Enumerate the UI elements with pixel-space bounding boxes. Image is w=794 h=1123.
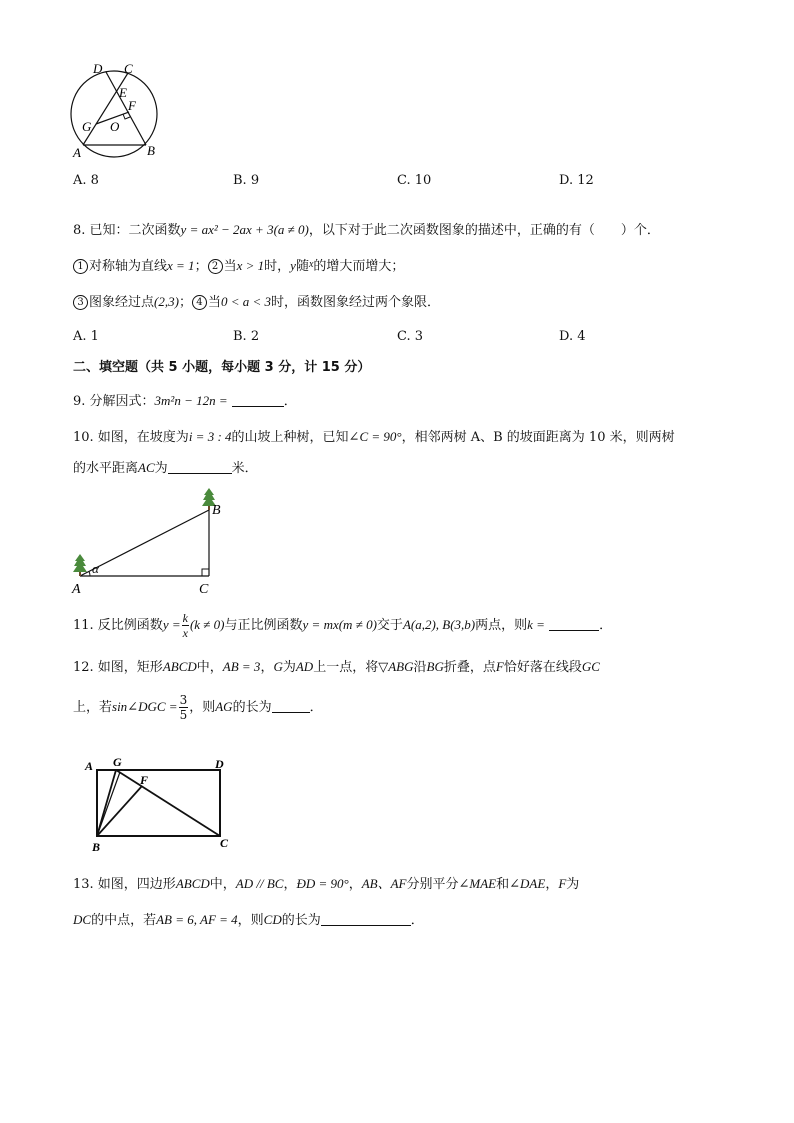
q13-dc: DC — [73, 912, 92, 927]
q13-quad: ABCD — [175, 876, 210, 891]
label-a: A — [85, 759, 94, 773]
q13-ab-af: AB、AF — [361, 876, 407, 891]
q8-s2-eq: x > 1 — [236, 258, 265, 273]
q8-option-c: C. 3 — [397, 329, 424, 344]
frac-num: 3 — [179, 693, 188, 707]
q12-l1-f: 折叠，点 — [443, 660, 496, 675]
q8-s2-mid2: 随 — [295, 259, 309, 274]
q11-cond1: (k ≠ 0) — [189, 617, 225, 632]
label-a: A — [72, 582, 81, 597]
q12-l1-b: ， — [260, 660, 274, 675]
q11-mid3: 两点，则 — [475, 618, 528, 633]
q12-sin: sin∠DGC = — [112, 699, 178, 714]
q7-option-b: B. 9 — [233, 173, 260, 188]
q10-line1-post: ，相邻两树 A、B 的坡面距离为 10 米，则两树 — [401, 430, 675, 445]
section-title: 二、填空题（共 5 小题，每小题 3 分，计 15 分） — [73, 360, 371, 375]
label-b: B — [212, 503, 221, 518]
q12-l2-pre: 上，若 — [73, 700, 113, 715]
circled-1: 1 — [73, 259, 88, 274]
q11-pre: 11. 反比例函数 — [73, 618, 163, 633]
q13-l1-g: 为 — [566, 877, 580, 892]
q13-mae: ∠MAE — [458, 876, 497, 891]
q10-line2 — [73, 457, 258, 476]
q12-l1-e: 沿 — [413, 660, 427, 675]
q8-s4-post: 时，函数图象经过两个象限． — [271, 295, 441, 310]
q8-s4-eq: 0 < a < 3 — [220, 294, 272, 309]
q13-dae: ∠DAE — [509, 876, 546, 891]
label-d: D — [215, 757, 224, 771]
q12-g: G — [273, 659, 283, 674]
label-g: G — [82, 119, 92, 134]
circled-2: 2 — [208, 259, 223, 274]
q12-l1-g: 恰好落在线段 — [503, 660, 582, 675]
q13-f: F — [558, 876, 567, 891]
q8-s4-pre: 当 — [207, 295, 221, 310]
chord-bd — [106, 72, 146, 145]
q9-expr: 3m²n − 12n = — [154, 393, 228, 408]
fraction-k-over-x — [182, 612, 189, 639]
rectangle-abcd — [97, 770, 220, 836]
q11-mid: 与正比例函数 — [224, 618, 303, 633]
q10-line1 — [73, 426, 675, 445]
q12-bg: BG — [426, 659, 444, 674]
label-b: B — [147, 143, 155, 158]
label-alpha: α — [92, 561, 99, 576]
circled-3: 3 — [73, 295, 88, 310]
figure-circle — [60, 60, 170, 165]
label-e: E — [119, 85, 127, 100]
q13-l2-post: 的长为 — [281, 913, 321, 928]
q12-l1-d: 上一点，将 — [313, 660, 379, 675]
q13-l1-b: ， — [283, 877, 297, 892]
q11-post: ． — [599, 618, 613, 633]
q13-l1-f: ， — [545, 877, 559, 892]
q12-l2-mid: ，则 — [189, 700, 216, 715]
segment-gf-fold — [97, 772, 120, 836]
q12-gc: GC — [581, 659, 600, 674]
label-f: F — [128, 98, 136, 113]
label-b: B — [92, 840, 101, 854]
q10-line2-post: 米． — [231, 461, 258, 476]
q12-f: F — [495, 659, 504, 674]
label-a: A — [73, 145, 81, 160]
label-g: G — [113, 755, 122, 769]
q8-s1-mid: ； — [194, 259, 208, 274]
frac-den: 5 — [179, 708, 188, 722]
slope-ab — [80, 510, 209, 576]
q10-line1-mid: 的山坡上种树，已知 — [231, 430, 349, 445]
q12-tri: ▽ABG — [378, 659, 414, 674]
q13-line1 — [73, 873, 579, 892]
q13-cond: AB = 6, AF = 4 — [156, 912, 238, 927]
label-c: C — [199, 582, 209, 597]
q10-angle: ∠C = 90° — [348, 429, 402, 444]
q13-line2 — [73, 909, 424, 928]
q9 — [73, 390, 297, 409]
chord-ac — [83, 73, 128, 145]
angle-arc — [89, 572, 90, 577]
q7-option-d: D. 12 — [559, 173, 594, 188]
q10-line2-pre: 的水平距离 — [73, 461, 139, 476]
q8-option-d: D. 4 — [559, 329, 586, 344]
q11-k-eq: k = — [527, 617, 545, 632]
fraction-3-over-5 — [179, 694, 189, 721]
label-c: C — [124, 61, 133, 76]
q12-l2-post: 的长为 — [232, 700, 272, 715]
tree-icon — [73, 554, 87, 576]
q12-ad: AD — [295, 659, 314, 674]
q13-l2-pre: 的中点，若 — [91, 913, 157, 928]
q8-s2-pre: 当 — [223, 259, 237, 274]
q13-l1-e: 和 — [496, 877, 510, 892]
q9-pre: 9. 分解因式： — [73, 394, 155, 409]
q12-blank — [272, 712, 310, 713]
q8-statements-3-4 — [73, 291, 440, 310]
frac-den: x — [182, 626, 188, 640]
q8-stem-post: ，以下对于此二次函数图象的描述中，正确的有（ ）个． — [308, 223, 660, 238]
q12-l1-a: 中， — [196, 660, 223, 675]
frac-num: k — [182, 611, 188, 625]
q13-l1-c: ， — [348, 877, 362, 892]
q11-y-eq: y = — [162, 617, 181, 632]
q8-option-a: A. 1 — [73, 329, 99, 344]
q12-rect: ABCD — [162, 659, 197, 674]
q13-l1-pre: 13. 如图，四边形 — [73, 877, 176, 892]
q12-line2 — [73, 690, 323, 725]
q12-ag: AG — [215, 699, 233, 714]
segment-gc — [116, 770, 220, 836]
q8-formula: y = ax² − 2ax + 3(a ≠ 0) — [180, 222, 309, 237]
q9-blank — [232, 406, 284, 407]
q13-l1-d: 分别平分 — [406, 877, 459, 892]
q7-option-c: C. 10 — [397, 173, 432, 188]
figure-rectangle-fold — [80, 752, 240, 857]
q10-line2-mid: 为 — [154, 461, 168, 476]
q13-l1-a: 中， — [209, 877, 236, 892]
circled-4: 4 — [192, 295, 207, 310]
label-o: O — [110, 119, 120, 134]
q13-par: AD // BC — [235, 876, 284, 891]
q9-post: ． — [283, 394, 297, 409]
q11-y2: y = mx(m ≠ 0) — [302, 617, 377, 632]
q8-s2-y: y — [290, 258, 296, 273]
q13-l2-mid: ，则 — [237, 913, 264, 928]
label-d: D — [93, 61, 103, 76]
figure-slope — [66, 484, 236, 599]
q10-line1-pre: 10. 如图，在坡度为 — [73, 430, 189, 445]
q12-line1 — [73, 656, 600, 675]
q8-s1-pre: 对称轴为直线 — [89, 259, 168, 274]
right-angle-c — [202, 569, 209, 576]
q7-option-a: A. 8 — [73, 173, 99, 188]
label-c: C — [220, 836, 229, 850]
q13-angle: ÐD = 90° — [296, 876, 349, 891]
q8-stem-pre: 8. 已知：二次函数 — [73, 223, 181, 238]
q12-end: ． — [309, 700, 323, 715]
q13-cd: CD — [263, 912, 282, 927]
q12-ab: AB = 3 — [222, 659, 261, 674]
q10-slope: i = 3 : 4 — [188, 429, 232, 444]
q11-blank — [549, 630, 599, 631]
q12-l1-pre: 12. 如图，矩形 — [73, 660, 163, 675]
q13-blank — [321, 925, 411, 926]
label-f: F — [140, 773, 149, 787]
q8-s2-x: x — [308, 259, 314, 270]
q8-stem — [73, 219, 660, 238]
q10-ac: AC — [138, 460, 155, 475]
q11 — [73, 610, 612, 641]
q8-s1-eq: x = 1 — [167, 258, 195, 273]
q8-option-b: B. 2 — [233, 329, 260, 344]
q11-points: A(a,2), B(3,b) — [402, 617, 476, 632]
q11-mid2: 交于 — [376, 618, 403, 633]
q8-s2-mid: 时， — [264, 259, 291, 274]
q13-end: ． — [410, 913, 424, 928]
q8-s3-post: ； — [178, 295, 192, 310]
q8-statements-1-2 — [73, 255, 404, 274]
q8-s3-pt: (2,3) — [154, 294, 179, 309]
q10-blank — [168, 473, 232, 474]
q8-s2-post: 的增大而增大； — [313, 259, 405, 274]
q12-l1-c: 为 — [282, 660, 296, 675]
q8-s3-pre: 图象经过点 — [89, 295, 155, 310]
